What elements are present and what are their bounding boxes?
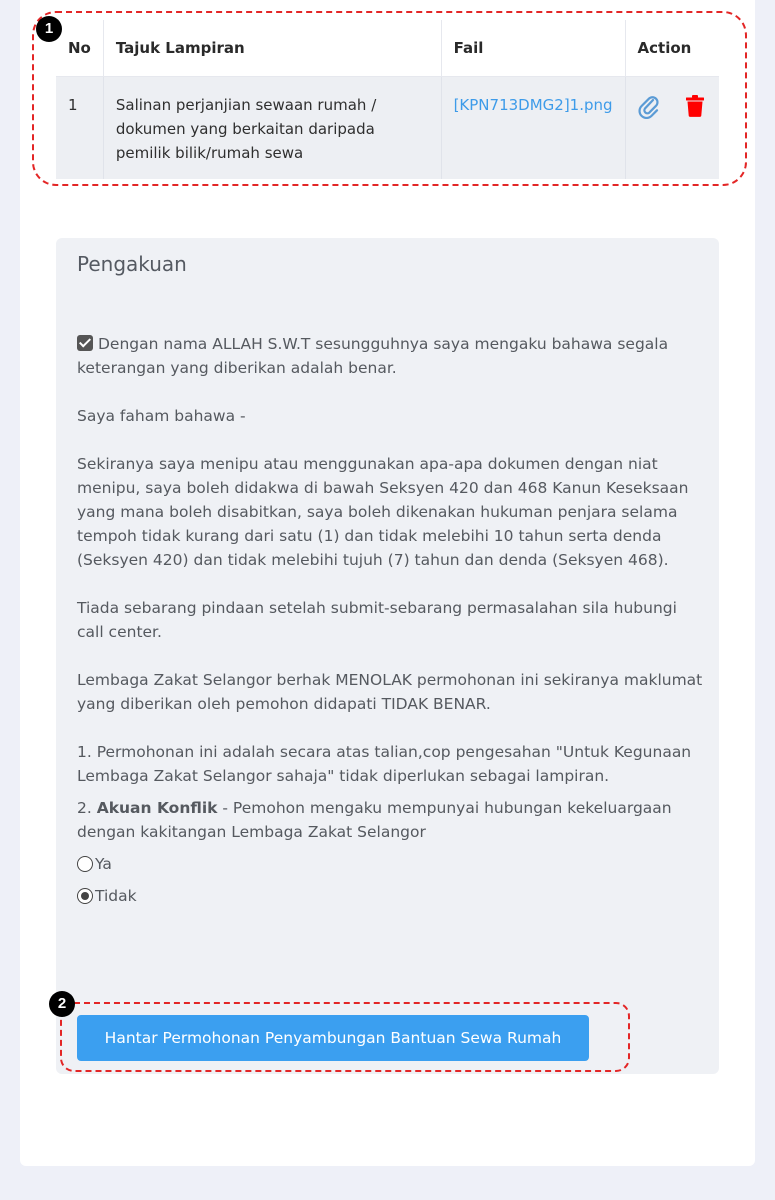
understand-text: Saya faham bahawa - [77,407,246,425]
item-2-prefix: 2. [77,799,97,817]
item-2 [77,796,707,844]
column-header-action: Action [625,20,719,76]
item-2-bold: Akuan Konflik [96,799,218,817]
radio-tidak-label: Tidak [95,887,137,905]
panel-title: Pengakuan [77,252,187,276]
declaration-body [77,332,707,912]
step-marker-2: 2 [49,991,75,1017]
row-title: Salinan perjanjian sewaan rumah / dokumen yang berkaitan daripada pemilik bilik/rumah sewa [103,76,441,179]
column-header-no: No [56,20,103,76]
radio-ya[interactable] [77,856,93,872]
item-1: 1. Permohonan ini adalah secara atas talian,cop pengesahan "Untuk Kegunaan Lembaga Zakat Selangor sahaja" tidak diperlukan sebagai lampiran. [77,743,692,785]
consent-text: Dengan nama ALLAH S.W.T sesungguhnya saya mengaku bahawa segala keterangan yang diberikan adalah benar. [77,335,669,377]
column-header-file: Fail [441,20,625,76]
row-actions [625,76,719,179]
attachments-table [56,20,719,179]
trash-icon[interactable] [686,95,704,124]
radio-option-ya[interactable] [77,848,707,880]
row-file-cell [441,76,625,179]
paperclip-icon[interactable] [638,95,660,126]
table-row [56,76,719,179]
item-2-text: - Pemohon mengaku mempunyai hubungan kekeluargaan dengan kakitangan Lembaga Zakat Selangor [77,799,672,841]
radio-ya-label: Ya [95,855,112,873]
fraud-paragraph: Sekiranya saya menipu atau menggunakan apa-apa dokumen dengan niat menipu, saya boleh didakwa di bawah Seksyen 420 dan 468 Kanun Keseksaan yang mana boleh disabitkan, saya boleh dikenakan hukuman penjara selama tempoh tidak kurang dari satu (1) dan tidak melebihi 10 tahun serta denda (Seksyen 420) dan tidak melebihi tujuh (7) tahun dan denda (Seksyen 468). [77,455,689,569]
reject-paragraph: Lembaga Zakat Selangor berhak MENOLAK permohonan ini sekiranya maklumat yang diberikan oleh pemohon didapati TIDAK BENAR. [77,671,703,713]
radio-tidak[interactable] [77,888,93,904]
submit-application-button[interactable]: Hantar Permohonan Penyambungan Bantuan Sewa Rumah [77,1015,589,1061]
column-header-title: Tajuk Lampiran [103,20,441,76]
table-header-row [56,20,719,76]
step-marker-1: 1 [36,16,62,42]
consent-paragraph [77,332,707,380]
consent-checkbox[interactable] [77,335,93,351]
file-link[interactable]: [KPN713DMG2]1.png [453,95,613,114]
row-number: 1 [56,76,103,179]
amend-paragraph: Tiada sebarang pindaan setelah submit-sebarang permasalahan sila hubungi call center. [77,599,677,641]
declaration-panel [56,238,719,1074]
radio-option-tidak[interactable] [77,880,707,912]
